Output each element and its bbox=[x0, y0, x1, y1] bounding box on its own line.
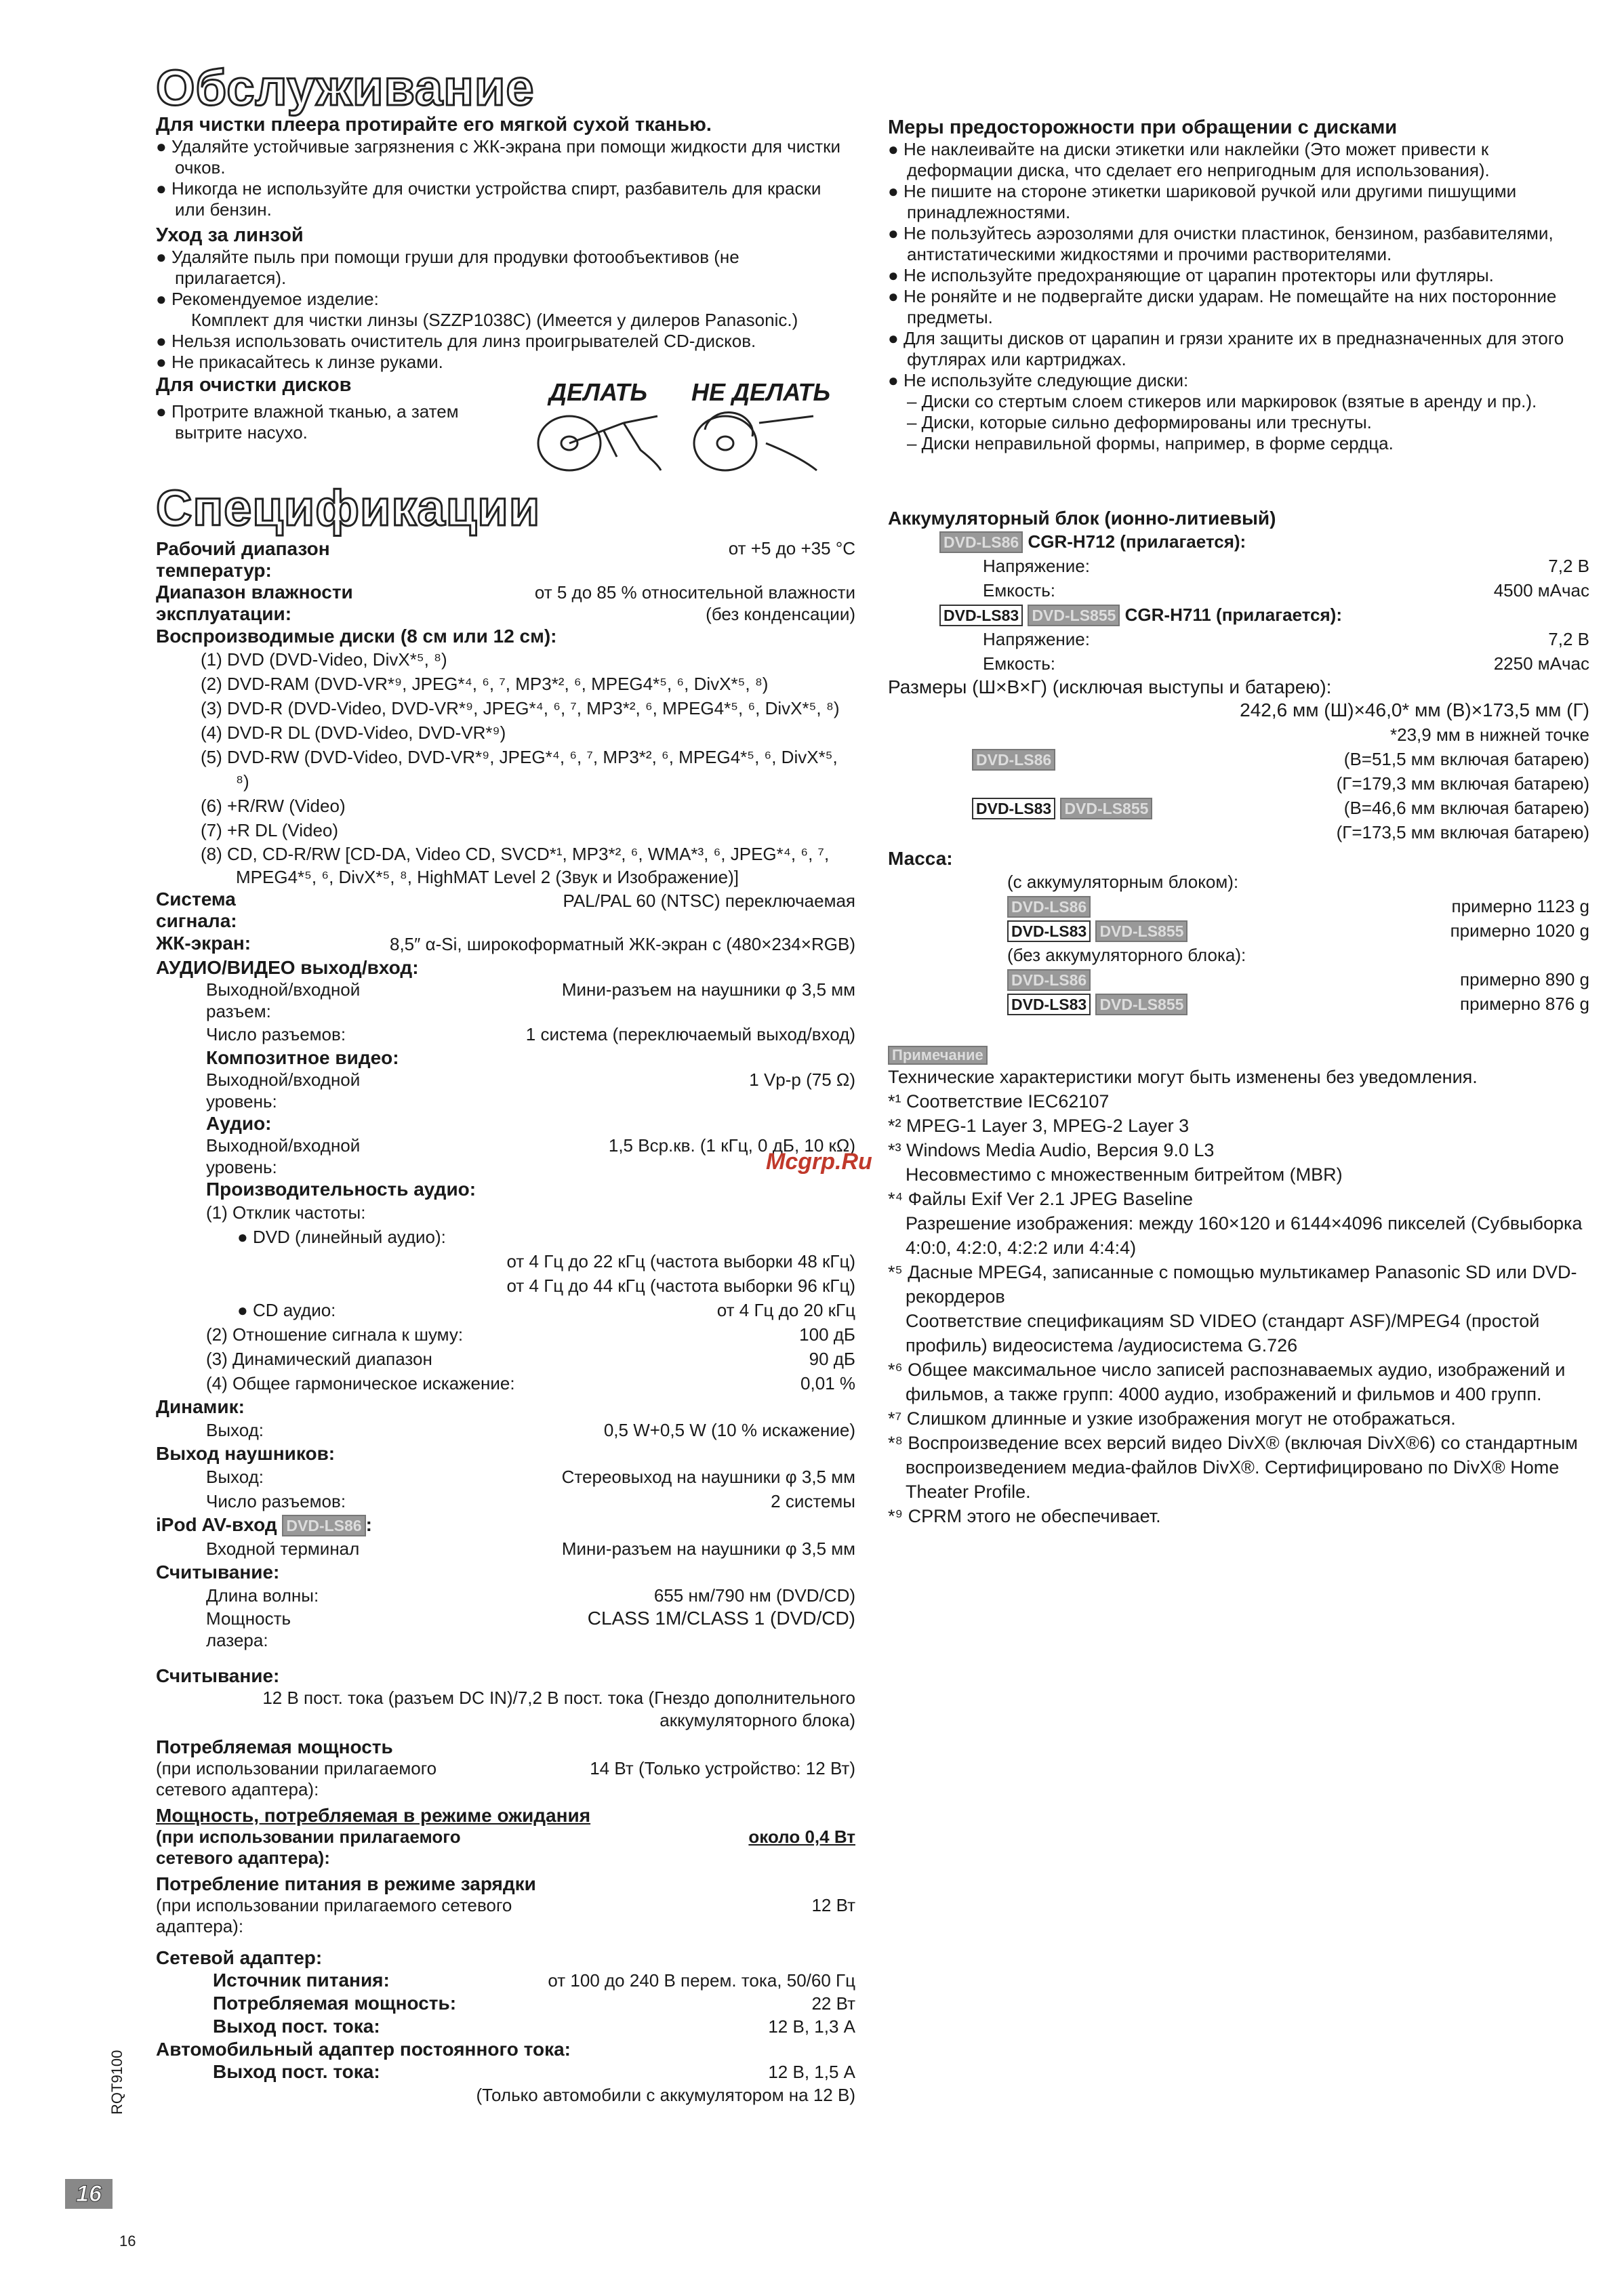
model-tag-ls83: DVD-LS83 bbox=[1007, 920, 1091, 942]
left-column bbox=[156, 62, 855, 2106]
disc-cleaning-block bbox=[156, 373, 855, 474]
battery-model-1: DVD-LS86 CGR-H712 (прилагается): bbox=[888, 529, 1589, 554]
ac-output: Выход пост. тока: 12 В, 1,3 А bbox=[213, 2016, 855, 2037]
disc-care-item: ● Не используйте предохраняющие от царапин протекторы или футляры. bbox=[888, 265, 1494, 285]
dimensions-heading: Размеры (Ш×В×Г) (исключая выступы и батарею): bbox=[888, 676, 1332, 697]
mass-with-ls83: DVD-LS83 DVD-LS855 примерно 1020 g bbox=[1007, 918, 1589, 943]
dimensions-ls86-h: DVD-LS86 (В=51,5 мм включая батарею) bbox=[888, 747, 1589, 771]
dimensions-note: *23,9 мм в нижней точке bbox=[1390, 725, 1589, 745]
car-output: Выход пост. тока: 12 В, 1,5 А bbox=[213, 2061, 855, 2082]
maintenance-bullet: ● Никогда не используйте для очистки устройства спирт, разбавитель для краски или бензин. bbox=[156, 178, 821, 220]
freq-cd: ● CD аудио: от 4 Гц до 20 кГц bbox=[237, 1300, 855, 1320]
charging-heading: Потребление питания в режиме зарядки bbox=[156, 1873, 536, 1894]
right-column bbox=[888, 117, 1589, 1528]
disc-item: (7) +R DL (Video) bbox=[201, 820, 339, 840]
disc-care-item: ● Для защиты дисков от царапин и грязи храните их в предназначенных для этого футлярах или картриджах. bbox=[888, 328, 1564, 369]
ac-source: Источник питания: от 100 до 240 В перем. тока, 50/60 Гц bbox=[213, 1970, 855, 1991]
mass-with-label: (с аккумуляторным блоком): bbox=[1007, 872, 1239, 892]
dimensions-ls83-h: DVD-LS83 DVD-LS855 (В=46,6 мм включая батарею) bbox=[888, 796, 1589, 820]
model-tag-ls86: DVD-LS86 bbox=[972, 749, 1055, 771]
footnote: *⁹ CPRM этого не обеспечивает. bbox=[888, 1506, 1161, 1526]
disc-item: (8) CD, CD-R/RW [CD-DA, Video CD, SVCD*¹, MP3*², ⁶, WMA*³, ⁶, JPEG*⁴, ⁶, ⁷, MPEG4*⁵, ⁶, DivX*⁵, ⁸, HighMAT Level 2 (Звук и Изображение)] bbox=[201, 844, 830, 887]
note-tag: Примечание bbox=[888, 1046, 988, 1065]
spec-temp: Рабочий диапазон температур: от +5 до +35 °C bbox=[156, 538, 855, 581]
thd: (4) Общее гармоническое искажение: 0,01 % bbox=[206, 1373, 855, 1393]
footnote: *³ Windows Media Audio, Версия 9.0 L3 Несовместимо с множественным битрейтом (MBR) bbox=[888, 1140, 1343, 1185]
disc-item: (5) DVD-RW (DVD-Video, DVD-VR*⁹, JPEG*⁴, ⁶, ⁷, MP3*², ⁶, MPEG4*⁵, ⁶, DivX*⁵, ⁸) bbox=[201, 747, 838, 792]
mass-without-label: (без аккумуляторного блока): bbox=[1007, 945, 1246, 965]
model-tag-ls855: DVD-LS855 bbox=[1095, 920, 1187, 942]
composite-heading: Композитное видео: bbox=[206, 1047, 399, 1068]
battery-model-2: DVD-LS83 DVD-LS855 CGR-H711 (прилагается): bbox=[888, 603, 1589, 627]
charging: (при использовании прилагаемого сетевого адаптера): 12 Вт bbox=[156, 1895, 855, 1936]
disc-cleaning-heading: Для очистки дисков bbox=[156, 374, 352, 396]
disc-care-heading: Меры предосторожности при обращении с дисками bbox=[888, 117, 1398, 138]
ipod-terminal: Входной терминал Мини-разъем на наушники φ 3,5 мм bbox=[206, 1539, 855, 1559]
disc-care-item: ● Не роняйте и не подвергайте диски ударам. Не помещайте на них посторонние предметы. bbox=[888, 286, 1557, 327]
av-jack: Выходной/входной разъем: Мини-разъем на наушники φ 3,5 мм bbox=[206, 979, 855, 1021]
headphone-block bbox=[156, 1465, 855, 1513]
car-adapter-heading: Автомобильный адаптер постоянного тока: bbox=[156, 2039, 571, 2060]
mass-with-ls86: DVD-LS86 примерно 1123 g bbox=[1007, 894, 1589, 918]
battery-capacity-2: Емкость: 2250 мАчас bbox=[983, 653, 1589, 674]
laser-power: Мощность лазера: CLASS 1M/CLASS 1 (DVD/CD) bbox=[206, 1608, 855, 1650]
consumption: (при использовании прилагаемого сетевого адаптера): 14 Вт (Только устройство: 12 Вт) bbox=[156, 1758, 855, 1799]
model-tag-ls83: DVD-LS83 bbox=[939, 605, 1023, 626]
model-tag-ls855: DVD-LS855 bbox=[1060, 798, 1152, 819]
lens-bullet: ● Удаляйте пыль при помощи груши для продувки фотообъективов (не прилагается). bbox=[156, 247, 739, 288]
mass-without-ls86: DVD-LS86 примерно 890 g bbox=[1007, 967, 1589, 992]
car-note: (Только автомобили с аккумулятором на 12 В) bbox=[476, 2085, 855, 2105]
headphone-heading: Выход наушников: bbox=[156, 1443, 336, 1464]
pickup-block bbox=[156, 1583, 855, 1651]
disc-item: (2) DVD-RAM (DVD-VR*⁹, JPEG*⁴, ⁶, ⁷, MP3*², ⁶, MPEG4*⁵, ⁶, DivX*⁵, ⁸) bbox=[201, 674, 769, 694]
maintenance-title: Обслуживание bbox=[156, 60, 535, 116]
lens-product: Комплект для чистки линзы (SZZP1038C) (Имеется у дилеров Panasonic.) bbox=[191, 310, 798, 330]
pickup-heading: Считывание: bbox=[156, 1562, 280, 1583]
av-heading: АУДИО/ВИДЕО выход/вход: bbox=[156, 957, 419, 978]
disc-list bbox=[156, 647, 855, 889]
dynamic-range: (3) Динамический диапазон 90 дБ bbox=[206, 1349, 855, 1369]
speaker-heading: Динамик: bbox=[156, 1396, 245, 1417]
model-tag-ls855: DVD-LS855 bbox=[1028, 605, 1120, 626]
ac-consumption: Потребляемая мощность: 22 Вт bbox=[213, 1993, 855, 2014]
av-count: Число разъемов: 1 система (переключаемый выход/вход) bbox=[206, 1024, 855, 1044]
ac-adapter-heading: Сетевой адаптер: bbox=[156, 1947, 323, 1968]
freq-dvd: ● DVD (линейный аудио): bbox=[237, 1227, 446, 1247]
battery-voltage-1: Напряжение: 7,2 В bbox=[983, 556, 1589, 576]
audio-heading: Аудио: bbox=[206, 1113, 272, 1134]
audio-performance-heading: Производительность аудио: bbox=[206, 1179, 476, 1200]
lens-bullet: ● Рекомендуемое изделие: bbox=[156, 289, 379, 309]
dimensions-ls83-d: (Г=173,5 мм включая батарею) bbox=[1336, 822, 1589, 842]
speaker-output: Выход: 0,5 W+0,5 W (10 % искажение) bbox=[206, 1420, 855, 1440]
lens-bullet: ● Нельзя использовать очиститель для линз проигрывателей CD-дисков. bbox=[156, 331, 756, 351]
av-block bbox=[156, 979, 855, 1395]
consumption-heading: Потребляемая мощность bbox=[156, 1736, 393, 1757]
mass-heading: Масса: bbox=[888, 848, 953, 869]
wavelength: Длина волны: 655 нм/790 нм (DVD/CD) bbox=[206, 1585, 855, 1606]
model-tag-ls86: DVD-LS86 bbox=[282, 1515, 365, 1536]
battery-voltage-2: Напряжение: 7,2 В bbox=[983, 629, 1589, 649]
disc-item: (1) DVD (DVD-Video, DivX*⁵, ⁸) bbox=[201, 649, 447, 670]
disc-wipe-do-illustration bbox=[522, 409, 664, 474]
freq-dvd-96: от 4 Гц до 44 кГц (частота выборки 96 кГц) bbox=[506, 1276, 855, 1296]
maintenance-intro: Для чистки плеера протирайте его мягкой сухой тканью. bbox=[156, 114, 712, 136]
model-tag-ls83: DVD-LS83 bbox=[972, 798, 1055, 819]
disc-care-item: ● Не наклеивайте на диски этикетки или наклейки (Это может привести к деформации диска, что сделает его непригодным для использования). bbox=[888, 139, 1490, 180]
headphone-output: Выход: Стереовыход на наушники φ 3,5 мм bbox=[206, 1467, 855, 1487]
freq-response-heading: (1) Отклик частоты: bbox=[206, 1202, 366, 1223]
headphone-count: Число разъемов: 2 системы bbox=[206, 1491, 855, 1511]
footnote: *⁴ Файлы Exif Ver 2.1 JPEG Baseline Разрешение изображения: между 160×120 и 6144×4096 пикселей (Субвыборка 4:0:0, 4:2:0, 4:2:2 или 4:4:4) bbox=[888, 1189, 1583, 1258]
dimensions-value: 242,6 мм (Ш)×46,0* мм (В)×173,5 мм (Г) bbox=[1240, 699, 1589, 720]
watermark: Mcgrp.Ru bbox=[766, 1149, 872, 1175]
model-tag-ls86: DVD-LS86 bbox=[1007, 969, 1091, 991]
audio-level: Выходной/входной уровень: 1,5 Вср.кв. (1 кГц, 0 дБ, 10 кΩ) bbox=[206, 1135, 855, 1177]
footnote: *⁵ Дасные MPEG4, записанные с помощью мультикамер Panasonic SD или DVD-рекордеров Соответствие спецификациям SD VIDEO (стандарт ASF)/MPEG4 (простой профиль) видеосистема /аудиосистема G.726 bbox=[888, 1262, 1577, 1356]
power-value: 12 В пост. тока (разъем DC IN)/7,2 В пост. тока (Гнездо дополнительного аккумуляторного блока) bbox=[262, 1688, 855, 1730]
model-tag-ls83: DVD-LS83 bbox=[1007, 994, 1091, 1015]
composite-level: Выходной/входной уровень: 1 Vp-p (75 Ω) bbox=[206, 1069, 855, 1112]
note-text: Технические характеристики могут быть изменены без уведомления. bbox=[888, 1067, 1478, 1087]
ipod-heading: iPod AV-вход DVD-LS86 : bbox=[156, 1514, 372, 1535]
dont-label: НЕ ДЕЛАТЬ bbox=[691, 378, 831, 406]
footnote: *¹ Соответствие IEC62107 bbox=[888, 1091, 1110, 1112]
mass-block bbox=[888, 870, 1589, 1016]
standby-heading: Мощность, потребляемая в режиме ожидания bbox=[156, 1805, 591, 1826]
specifications-title: Спецификации bbox=[156, 480, 541, 536]
spec-lcd: ЖК-экран: 8,5″ α-Si, широкоформатный ЖК-экран с (480×234×RGB) bbox=[156, 933, 855, 954]
ac-adapter-block bbox=[156, 1969, 855, 2038]
page-number: 16 bbox=[76, 2180, 102, 2207]
snr: (2) Отношение сигнала к шуму: 100 дБ bbox=[206, 1324, 855, 1345]
do-label: ДЕЛАТЬ bbox=[549, 378, 648, 406]
maintenance-bullet: ● Удаляйте устойчивые загрязнения с ЖК-экрана при помощи жидкости для чистки очков. bbox=[156, 136, 841, 178]
footnote: *⁶ Общее максимальное число записей распознаваемых аудио, изображений и фильмов, а также групп: 4000 аудио, изображений и фильмов и 400 групп. bbox=[888, 1360, 1566, 1404]
notes-block bbox=[888, 1046, 1589, 1528]
battery-heading: Аккумуляторный блок (ионно-литиевый) bbox=[888, 508, 1276, 529]
model-tag-ls86: DVD-LS86 bbox=[939, 531, 1023, 553]
disc-item: (4) DVD-R DL (DVD-Video, DVD-VR*⁹) bbox=[201, 722, 506, 743]
freq-dvd-48: от 4 Гц до 22 кГц (частота выборки 48 кГц) bbox=[506, 1251, 855, 1271]
battery-capacity-1: Емкость: 4500 мАчас bbox=[983, 580, 1589, 600]
lens-heading: Уход за линзой bbox=[156, 224, 304, 246]
model-tag-ls86: DVD-LS86 bbox=[1007, 896, 1091, 918]
disc-care-sub: – Диски со стертым слоем стикеров или маркировок (взятые в аренду и пр.). bbox=[907, 391, 1537, 411]
spec-humidity: Диапазон влажности эксплуатации: от 5 до 85 % относительной влажности (без конденсации) bbox=[156, 582, 855, 624]
discs-heading: Воспроизводимые диски (8 см или 12 см): bbox=[156, 626, 557, 647]
mass-without-ls83: DVD-LS83 DVD-LS855 примерно 876 g bbox=[1007, 992, 1589, 1016]
power-heading: Считывание: bbox=[156, 1665, 280, 1686]
disc-item: (6) +R/RW (Video) bbox=[201, 796, 346, 816]
disc-care-item: ● Не пользуйтесь аэрозолями для очистки пластинок, бензином, разбавителями, антистатическими жидкостями и прочими растворителями. bbox=[888, 223, 1554, 264]
disc-care-sub: – Диски неправильной формы, например, в форме сердца. bbox=[907, 433, 1394, 453]
page-number-badge bbox=[65, 2179, 113, 2209]
page-number-small: 16 bbox=[119, 2233, 136, 2249]
standby: (при использовании прилагаемого сетевого адаптера): около 0,4 Вт bbox=[156, 1827, 855, 1868]
disc-care-item: ● Не используйте следующие диски: bbox=[888, 370, 1189, 390]
lens-bullet: ● Не прикасайтесь к линзе руками. bbox=[156, 352, 443, 372]
dimensions-ls86-d: (Г=179,3 мм включая батарею) bbox=[1336, 773, 1589, 794]
footnote: *⁸ Воспроизведение всех версий видео DivX® (включая DivX®6) со стандартным воспроизведением медиа-файлов DivX®. Сертифицировано по DivX® Home Theater Profile. bbox=[888, 1433, 1578, 1502]
model-tag-ls855: DVD-LS855 bbox=[1095, 994, 1187, 1015]
spec-signal: Система сигнала: PAL/PAL 60 (NTSC) переключаемая bbox=[156, 889, 855, 931]
disc-cleaning-bullet: ● Протрите влажной тканью, а затем вытрите насухо. bbox=[156, 401, 459, 443]
footnote: *² MPEG-1 Layer 3, MPEG-2 Layer 3 bbox=[888, 1116, 1190, 1136]
disc-wipe-dont-illustration bbox=[678, 409, 820, 474]
disc-item: (3) DVD-R (DVD-Video, DVD-VR*⁹, JPEG*⁴, ⁶, ⁷, MP3*², ⁶, MPEG4*⁵, ⁶, DivX*⁵, ⁸) bbox=[201, 698, 840, 718]
disc-care-sub: – Диски, которые сильно деформированы или треснуты. bbox=[907, 412, 1372, 432]
doc-code: RQT9100 bbox=[108, 2050, 125, 2115]
disc-care-item: ● Не пишите на стороне этикетки шариковой ручкой или другими пишущими принадлежностями. bbox=[888, 181, 1517, 222]
footnote: *⁷ Слишком длинные и узкие изображения могут не отображаться. bbox=[888, 1408, 1456, 1429]
